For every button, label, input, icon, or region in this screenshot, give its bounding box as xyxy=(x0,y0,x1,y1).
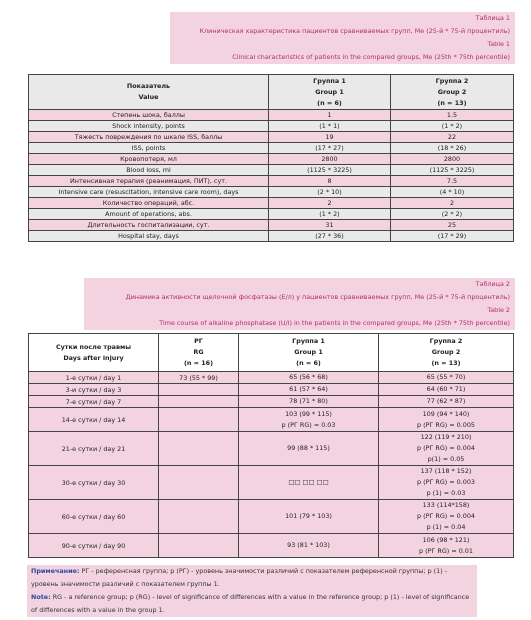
header-text: Group 1 xyxy=(294,348,323,356)
table1-cell-label: Hospital stay, days xyxy=(29,231,269,242)
table2-cell-group1 xyxy=(239,408,379,432)
table2-value: 65 (56 * 68) xyxy=(289,373,328,381)
table1-cell-group2: 2800 xyxy=(391,154,514,165)
table1-cell-label: Intensive care (resuscitation, intensive care room), days xyxy=(29,187,269,198)
table2-value: 77 (62 * 87) xyxy=(426,397,466,405)
table1-cell-group1: 2800 xyxy=(269,154,391,165)
table1-cell-group2: (1 * 2) xyxy=(391,121,514,132)
table2-cell-group2 xyxy=(379,466,514,500)
table1-cell-group1: (1 * 1) xyxy=(269,121,391,132)
table2-cell-group2 xyxy=(379,534,514,558)
table2-header-rg xyxy=(159,334,239,372)
table1-row xyxy=(29,132,514,143)
header-text: Group 2 xyxy=(437,87,467,96)
table1-row xyxy=(29,143,514,154)
table1-cell-group2: 7.5 xyxy=(391,176,514,187)
header-text: (n = 6) xyxy=(296,359,321,367)
note-en xyxy=(31,591,473,617)
table2-value: 99 (88 * 115) xyxy=(287,444,330,452)
table1-caption-line: Table 1 xyxy=(487,40,510,48)
table1-cell-group1: 8 xyxy=(269,176,391,187)
header-text: Группа 1 xyxy=(313,76,346,85)
table2-value: 109 (94 * 140) xyxy=(422,409,470,418)
note-ru-text: РГ - референсная группа; p (РГ) - уровень значимости различий с показателем референсной группы; p (1) - уровень значимости различий с показателем группы 1. xyxy=(31,567,448,588)
table2-value: p (РГ RG) = 0.03 xyxy=(281,420,336,429)
table2-value: p (РГ RG) = 0.005 xyxy=(417,420,475,429)
table2-cell-days: 21-е сутки / day 21 xyxy=(29,432,159,466)
table2-cell-days: 90-е сутки / day 90 xyxy=(29,534,159,558)
table2-value: 103 (99 * 115) xyxy=(285,409,332,418)
table2-cell-group2 xyxy=(379,396,514,408)
note-ru xyxy=(31,565,473,591)
table2-value: p (РГ RG) = 0.01 xyxy=(419,546,473,555)
table2-cell-group1 xyxy=(239,534,379,558)
table2-cell-rg xyxy=(159,466,239,500)
table1-cell-label: Blood loss, ml xyxy=(29,165,269,176)
header-text: Value xyxy=(138,93,159,101)
table2-value: p (1) = 0.03 xyxy=(426,489,466,497)
table1-cell-label: Shock intensity, points xyxy=(29,121,269,132)
table1-row xyxy=(29,154,514,165)
table2-row xyxy=(29,396,514,408)
table1-caption-line: Clinical characteristics of patients in the compared groups, Me (25th * 75th percentile) xyxy=(232,53,510,61)
table1-cell-group1: (17 * 27) xyxy=(269,143,391,154)
table1-header-row xyxy=(29,75,514,110)
table1-row xyxy=(29,209,514,220)
table1-cell-group2: (4 * 10) xyxy=(391,187,514,198)
table1-caption-line: Клиническая характеристика пациентов сравниваемых групп, Me (25-й * 75-й процентиль) xyxy=(199,27,510,35)
table2-cell-rg xyxy=(159,408,239,432)
table2-cell-rg xyxy=(159,384,239,396)
table1-cell-group1: 19 xyxy=(269,132,391,143)
table1-cell-label: Интенсивная терапия (реанимация, ПИТ), сут. xyxy=(29,176,269,187)
table2-caption xyxy=(84,278,515,330)
table1-caption-line: Таблица 1 xyxy=(475,14,510,22)
table2-cell-group2 xyxy=(379,372,514,384)
table2-cell-group1 xyxy=(239,500,379,534)
table1 xyxy=(28,74,514,242)
note-en-label: Note: xyxy=(31,593,51,601)
table1-cell-label: Amount of operations, abs. xyxy=(29,209,269,220)
table2-cell-group2 xyxy=(379,500,514,534)
table2-row xyxy=(29,534,514,558)
table2-cell-days: 30-е сутки / day 30 xyxy=(29,466,159,500)
table1-cell-group2: (17 * 29) xyxy=(391,231,514,242)
header-text: (n = 13) xyxy=(437,98,467,107)
table2-caption-line: Time course of alkaline phosphatase (U/l) in the patients in the compared groups, Me (25th * 75th percentile) xyxy=(159,319,510,327)
table2-value: □□ □□ □□ xyxy=(288,478,329,486)
table1-cell-group2: (18 * 26) xyxy=(391,143,514,154)
table1-row xyxy=(29,110,514,121)
table2-value: 61 (57 * 64) xyxy=(289,385,328,393)
note-ru-label: Примечание: xyxy=(31,567,80,575)
table1-header-value xyxy=(29,75,269,110)
table1-cell-label: Количество операций, абс. xyxy=(29,198,269,209)
table1-row xyxy=(29,231,514,242)
table2-value: 101 (79 * 103) xyxy=(285,512,332,520)
header-text: RG xyxy=(193,348,204,356)
table1-cell-group2: 22 xyxy=(391,132,514,143)
table2-cell-days: 3-и сутки / day 3 xyxy=(29,384,159,396)
table2-header-days xyxy=(29,334,159,372)
table2-row xyxy=(29,500,514,534)
table1-cell-group2: 25 xyxy=(391,220,514,231)
table1-cell-group1: (1125 * 3225) xyxy=(269,165,391,176)
header-text: Days after injury xyxy=(63,353,124,362)
header-text: Group 2 xyxy=(431,348,461,356)
table2-value: p(1) = 0.05 xyxy=(427,455,465,463)
table2-cell-days: 7-е сутки / day 7 xyxy=(29,396,159,408)
table-note xyxy=(27,565,477,617)
table1-body xyxy=(29,110,514,242)
header-text: Group 1 xyxy=(315,87,344,96)
table1-caption xyxy=(170,12,515,64)
table2-cell-rg xyxy=(159,396,239,408)
table1-cell-group2: (1125 * 3225) xyxy=(391,165,514,176)
table1-row xyxy=(29,121,514,132)
table2-header-group1 xyxy=(239,334,379,372)
table2-cell-rg: 73 (55 * 99) xyxy=(159,372,239,384)
table1-cell-label: Тяжесть повреждения по шкале ISS, баллы xyxy=(29,132,269,143)
table2-body xyxy=(29,372,514,558)
table2-cell-rg xyxy=(159,500,239,534)
table2-value: 65 (55 * 70) xyxy=(426,373,466,381)
table2-cell-group2 xyxy=(379,384,514,396)
table1-header-group2 xyxy=(391,75,514,110)
table1-cell-group1: 31 xyxy=(269,220,391,231)
table2-row xyxy=(29,466,514,500)
table2-caption-line: Динамика активности щелочной фосфатазы (Е/л) у пациентов сравниваемых групп, Me (25-й * 75-й процентиль) xyxy=(125,293,510,301)
table2-value: 137 (118 * 152) xyxy=(420,467,472,475)
table2-cell-days: 14-е сутки / day 14 xyxy=(29,408,159,432)
table2-row xyxy=(29,432,514,466)
table2-value: 64 (60 * 71) xyxy=(426,385,466,393)
header-text: Сутки после травмы xyxy=(55,342,132,351)
table2-row xyxy=(29,372,514,384)
table2-cell-group2 xyxy=(379,408,514,432)
table2-cell-group1 xyxy=(239,396,379,408)
table2-caption-line: Таблица 2 xyxy=(475,280,510,288)
table1-row xyxy=(29,176,514,187)
table2-header-group2 xyxy=(379,334,514,372)
table2-cell-group2 xyxy=(379,432,514,466)
table2-row xyxy=(29,384,514,396)
table1-row xyxy=(29,165,514,176)
table2 xyxy=(28,333,514,558)
header-text: (n = 6) xyxy=(317,98,342,107)
table1-cell-label: ISS, points xyxy=(29,143,269,154)
table2-value: 106 (98 * 121) xyxy=(422,535,470,544)
table1-cell-group2: (2 * 2) xyxy=(391,209,514,220)
table1-cell-group1: (2 * 10) xyxy=(269,187,391,198)
header-text: Группа 2 xyxy=(429,337,463,345)
table1-cell-group1: 2 xyxy=(269,198,391,209)
table2-header-row xyxy=(29,334,514,372)
table2-cell-group1 xyxy=(239,432,379,466)
table1-cell-label: Длительность госпитализации, сут. xyxy=(29,220,269,231)
header-text: Группа 1 xyxy=(292,337,325,345)
table1-header-group1 xyxy=(269,75,391,110)
table1-row xyxy=(29,220,514,231)
header-text: (n = 16) xyxy=(183,359,214,367)
table2-cell-days: 60-е сутки / day 60 xyxy=(29,500,159,534)
table2-row xyxy=(29,408,514,432)
table2-cell-group1 xyxy=(239,372,379,384)
table2-value: 122 (119 * 210) xyxy=(420,433,472,441)
table1-cell-group1: 1 xyxy=(269,110,391,121)
header-text: РГ xyxy=(194,337,203,345)
note-en-text: RG - a reference group; p (RG) - level of significance of differences with a value in the reference group; p (1) - level of significance of differences with a value in the group 1. xyxy=(31,593,470,614)
table2-value: 133 (114*158) xyxy=(422,501,470,509)
header-text: Показатель xyxy=(126,82,171,90)
table1-row xyxy=(29,198,514,209)
table2-cell-days: 1-е сутки / day 1 xyxy=(29,372,159,384)
header-text: (n = 13) xyxy=(431,359,461,367)
table1-cell-group2: 1.5 xyxy=(391,110,514,121)
table2-caption-line: Table 2 xyxy=(487,306,510,314)
table2-cell-rg xyxy=(159,432,239,466)
table2-cell-group1 xyxy=(239,384,379,396)
table1-cell-group1: (1 * 2) xyxy=(269,209,391,220)
table2-value: p (РГ RG) = 0.004 xyxy=(417,512,475,520)
table2-cell-rg xyxy=(159,534,239,558)
table2-value: p (РГ RG) = 0.004 xyxy=(417,444,475,452)
table1-cell-label: Степень шока, баллы xyxy=(29,110,269,121)
table1-cell-group2: 2 xyxy=(391,198,514,209)
table2-value: p (1) = 0.04 xyxy=(426,523,466,531)
table1-cell-label: Кровопотеря, мл xyxy=(29,154,269,165)
header-text: Группа 2 xyxy=(435,76,469,85)
table2-value: 78 (71 * 80) xyxy=(289,397,328,405)
table2-value: 93 (81 * 103) xyxy=(287,541,330,549)
table1-row xyxy=(29,187,514,198)
table2-value: p (РГ RG) = 0.003 xyxy=(417,478,475,486)
table2-cell-group1 xyxy=(239,466,379,500)
table1-cell-group1: (27 * 36) xyxy=(269,231,391,242)
